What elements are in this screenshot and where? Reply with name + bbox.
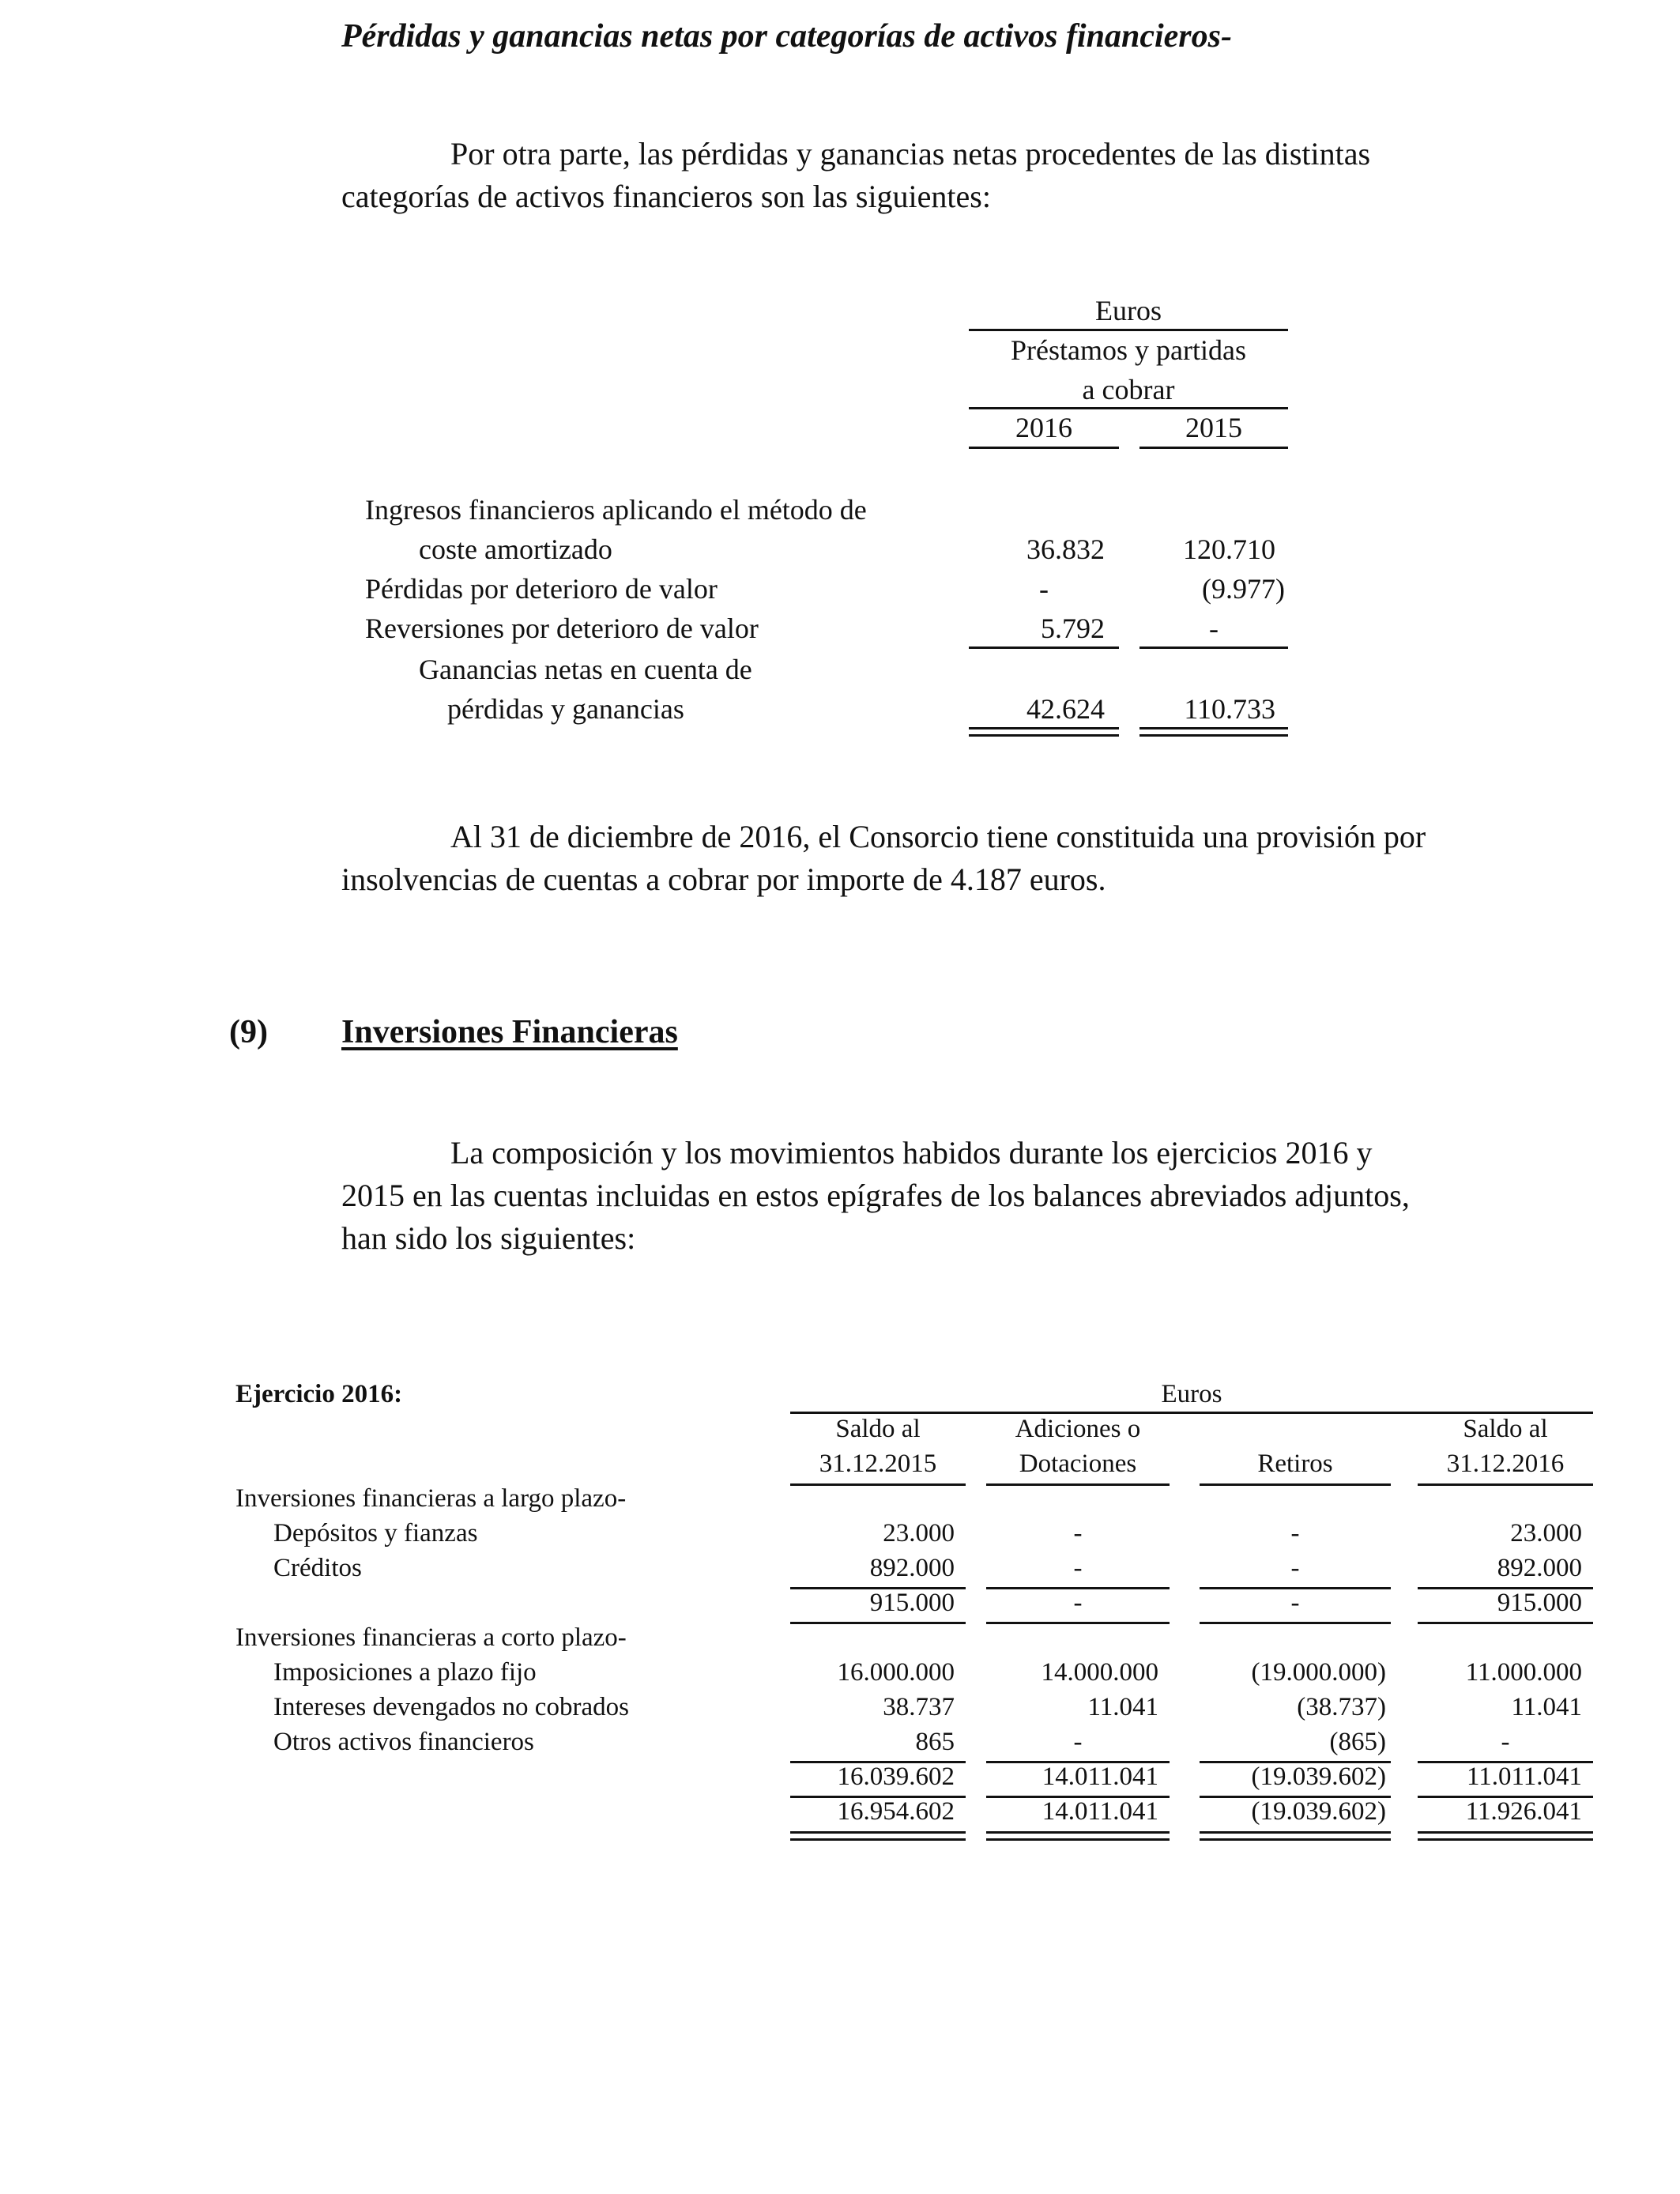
row-label: Reversiones por deterioro de valor — [365, 613, 759, 644]
group-label: Inversiones financieras a largo plazo- — [235, 1484, 627, 1513]
column-header: 31.12.2016 — [1446, 1449, 1565, 1478]
subtotal-cell: 11.011.041 — [1466, 1762, 1582, 1791]
row-label: Ganancias netas en cuenta de — [419, 654, 752, 685]
table-cell: 120.710 — [1183, 533, 1275, 565]
intro-paragraph-line: La composición y los movimientos habidos durante los ejercicios 2016 y — [450, 1135, 1373, 1171]
table-header-currency: Euros — [1161, 1380, 1222, 1408]
column-header: Adiciones o — [1015, 1415, 1141, 1443]
table-cell: 36.832 — [1026, 533, 1105, 565]
table-cell: 23.000 — [1510, 1519, 1582, 1547]
column-rule — [1139, 447, 1288, 449]
total-double-rule — [1200, 1831, 1391, 1841]
total-double-rule — [790, 1831, 966, 1841]
table-cell: (19.000.000) — [1251, 1658, 1386, 1687]
row-label: Otros activos financieros — [273, 1728, 534, 1756]
subtotal-cell: 915.000 — [869, 1589, 955, 1617]
total-double-rule — [986, 1831, 1170, 1841]
table-cell: 110.733 — [1184, 693, 1275, 725]
header-rule — [969, 329, 1288, 331]
intro-paragraph-line: 2015 en las cuentas incluidas en estos epígrafes de los balances abreviados adjuntos, — [341, 1178, 1410, 1213]
column-rule — [790, 1483, 966, 1486]
column-rule — [1200, 1483, 1391, 1486]
total-double-rule — [1139, 727, 1288, 737]
table-cell: 865 — [915, 1728, 955, 1756]
subtotal-rule — [969, 647, 1119, 649]
table-cell: - — [1501, 1728, 1510, 1756]
intro-paragraph-line: Por otra parte, las pérdidas y ganancias netas procedentes de las distintas — [450, 136, 1371, 172]
row-label: Depósitos y fianzas — [273, 1519, 478, 1547]
total-double-rule — [1418, 1831, 1593, 1841]
row-label: coste amortizado — [419, 533, 612, 565]
table-cell: 11.041 — [1087, 1693, 1158, 1721]
subtotal-rule — [1418, 1622, 1593, 1624]
column-header: Retiros — [1257, 1449, 1333, 1478]
table-cell: (38.737) — [1297, 1693, 1386, 1721]
note-paragraph-line: Al 31 de diciembre de 2016, el Consorcio tiene constituida una provisión por — [450, 819, 1426, 854]
table-cell: (9.977) — [1202, 573, 1285, 605]
row-label: Imposiciones a plazo fijo — [273, 1658, 537, 1687]
row-label: Ingresos financieros aplicando el método de — [365, 494, 867, 526]
table-cell: - — [1073, 1519, 1083, 1547]
subtotal-rule — [790, 1622, 966, 1624]
row-label: Pérdidas por deterioro de valor — [365, 573, 718, 605]
table-cell: - — [1290, 1554, 1300, 1582]
table-cell: 11.000.000 — [1465, 1658, 1582, 1687]
column-rule — [1418, 1483, 1593, 1486]
table-header-currency: Euros — [1095, 295, 1162, 326]
column-header: Dotaciones — [1019, 1449, 1137, 1478]
table-cell: 42.624 — [1026, 693, 1105, 725]
intro-paragraph-line: han sido los siguientes: — [341, 1220, 636, 1256]
subtotal-cell: - — [1290, 1589, 1300, 1617]
column-header-year: 2015 — [1185, 412, 1242, 443]
subtotal-rule — [986, 1622, 1170, 1624]
table-cell: 11.041 — [1511, 1693, 1582, 1721]
table-cell: - — [1073, 1554, 1083, 1582]
grand-total-cell: 11.926.041 — [1465, 1797, 1582, 1826]
subtotal-cell: 14.011.041 — [1042, 1762, 1158, 1791]
column-rule — [969, 447, 1119, 449]
subtotal-cell: (19.039.602) — [1251, 1762, 1386, 1791]
column-rule — [986, 1483, 1170, 1486]
subtotal-rule — [1200, 1622, 1391, 1624]
table-header-category: a cobrar — [1082, 374, 1175, 405]
table-cell: 23.000 — [883, 1519, 955, 1547]
table-cell: 892.000 — [1497, 1554, 1582, 1582]
row-label: Créditos — [273, 1554, 362, 1582]
row-label: pérdidas y ganancias — [447, 693, 684, 725]
grand-total-cell: (19.039.602) — [1251, 1797, 1386, 1826]
header-rule — [790, 1412, 1593, 1414]
table-cell: 892.000 — [869, 1554, 955, 1582]
section-number: (9) — [229, 1014, 268, 1050]
column-header: 31.12.2015 — [819, 1449, 937, 1478]
table-cell: - — [1290, 1519, 1300, 1547]
table-cell: 14.000.000 — [1041, 1658, 1158, 1687]
table-cell: - — [1039, 573, 1049, 605]
group-label: Inversiones financieras a corto plazo- — [235, 1623, 627, 1652]
subtotal-cell: - — [1073, 1589, 1083, 1617]
subtotal-rule — [1139, 647, 1288, 649]
grand-total-cell: 14.011.041 — [1042, 1797, 1158, 1826]
column-header: Saldo al — [835, 1415, 921, 1443]
table-header-category: Préstamos y partidas — [1011, 334, 1246, 366]
table-cell: (865) — [1329, 1728, 1386, 1756]
table-cell: 16.000.000 — [837, 1658, 955, 1687]
section-title: Inversiones Financieras — [341, 1014, 678, 1050]
row-label: Intereses devengados no cobrados — [273, 1693, 629, 1721]
section-title: Pérdidas y ganancias netas por categorías de activos financieros- — [341, 18, 1232, 55]
column-header: Saldo al — [1463, 1415, 1548, 1443]
table-cell: - — [1073, 1728, 1083, 1756]
exercise-label: Ejercicio 2016: — [235, 1380, 403, 1408]
table-cell: 38.737 — [883, 1693, 955, 1721]
subtotal-cell: 16.039.602 — [837, 1762, 955, 1791]
table-cell: 5.792 — [1041, 613, 1105, 644]
grand-total-cell: 16.954.602 — [837, 1797, 955, 1826]
column-header-year: 2016 — [1015, 412, 1072, 443]
total-double-rule — [969, 727, 1119, 737]
note-paragraph-line: insolvencias de cuentas a cobrar por importe de 4.187 euros. — [341, 861, 1106, 897]
subtotal-cell: 915.000 — [1497, 1589, 1582, 1617]
intro-paragraph-line: categorías de activos financieros son las siguientes: — [341, 179, 991, 214]
table-cell: - — [1209, 613, 1219, 644]
header-rule — [969, 407, 1288, 409]
